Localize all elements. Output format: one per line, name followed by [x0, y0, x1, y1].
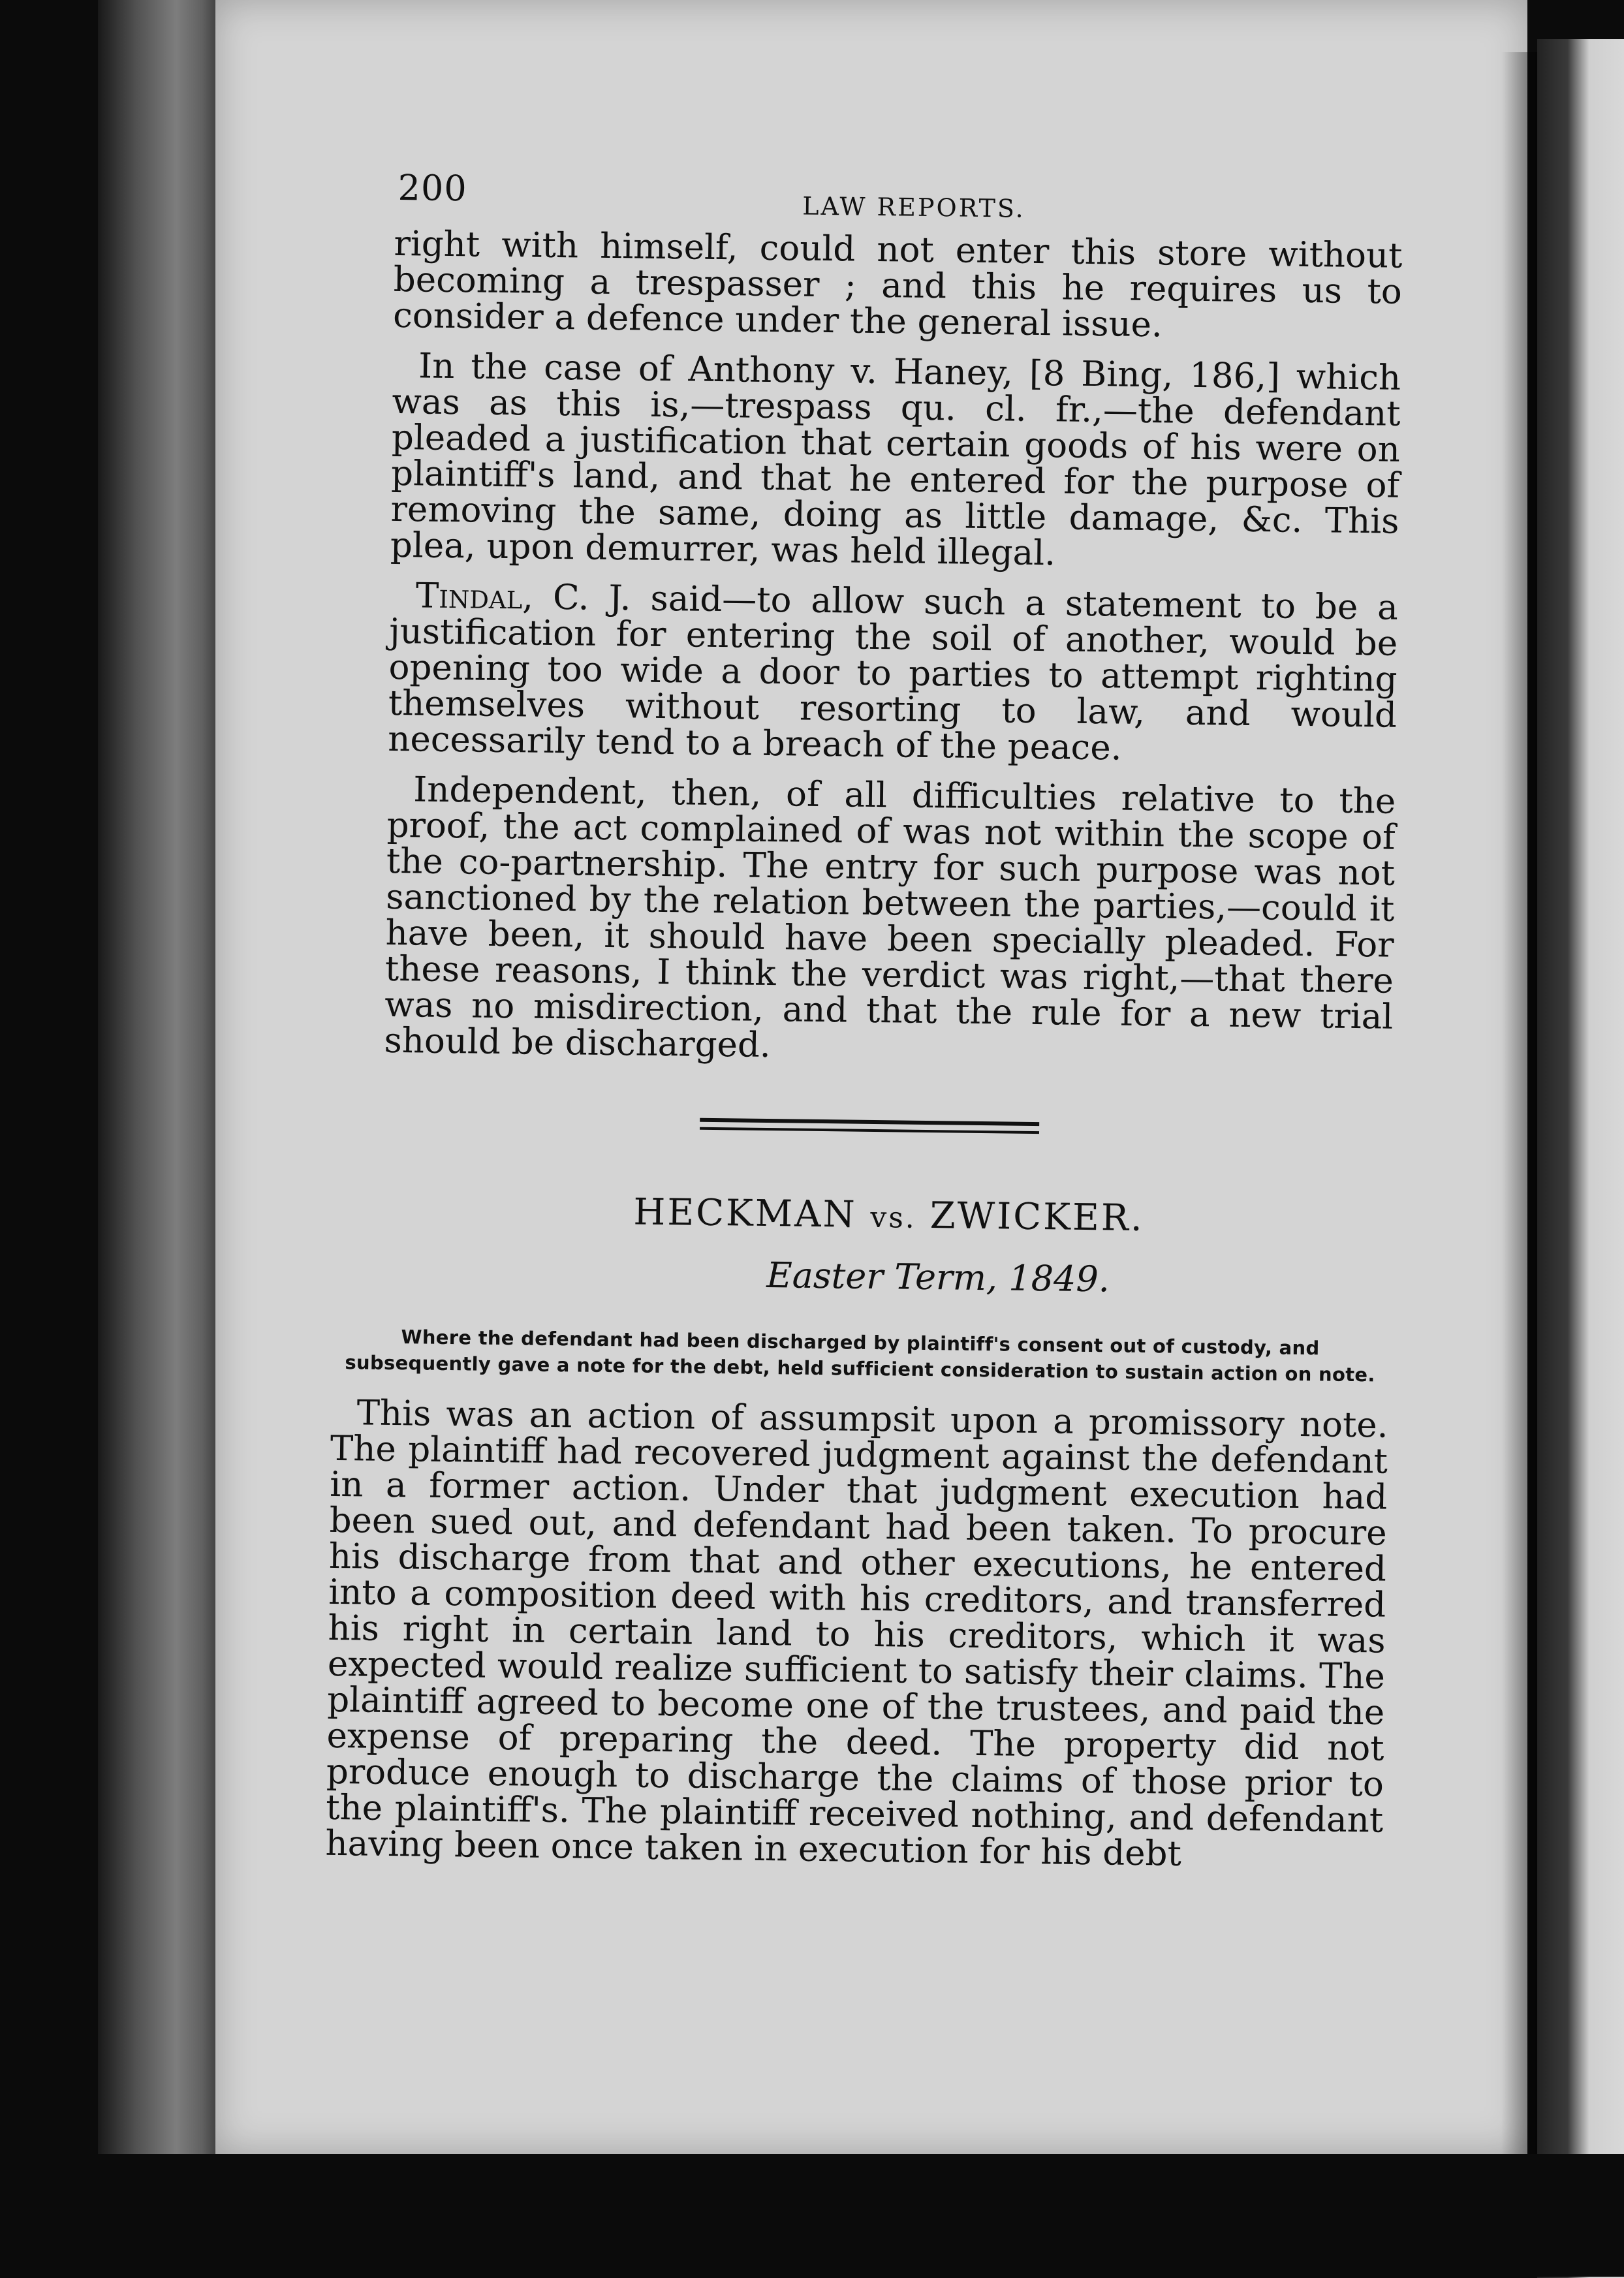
section-divider	[700, 1118, 1039, 1134]
case-plaintiff: HECKMAN	[633, 1191, 858, 1236]
book-left-edge	[98, 0, 228, 2154]
opinion-paragraph-3-text: said—to allow such a statement to be a justification for entering the soil of another, would be opening too wide a door to parties to attempt righting themselves without resorting to law, and would necessarily tend to a breach of the peace.	[387, 578, 1399, 768]
case-title	[333, 1187, 1411, 1243]
running-title: LAW REPORTS.	[802, 191, 1025, 223]
opinion-paragraph-2: In the case of Anthony v. Haney, [8 Bing, 186,] which was as this is,—trespass qu. cl. fr.,—the defendant pleaded a justification that certain goods of his were on plaintiff's land, and that he entered for the purpose of removing the same, doing as little damage, &c. This plea, upon demurrer, was held illegal.	[390, 346, 1401, 574]
opinion-paragraph-3	[339, 577, 1398, 770]
opinion-paragraph-1: right with himself, could not enter this store without becoming a trespasser ; and this he requires us to consider a defence under the general issue.	[392, 223, 1403, 345]
case-body-paragraph: This was an action of assumpsit upon a promissory note. The plaintiff had recovered judgment against the defendant in a former action. Under that judgment execution had been sued out, and defendant had been taken. To procure his discharge from that and other executions, he entered into a composition deed with his creditors, and transferred his right in certain land to his creditors, which it was expected would realize sufficient to satisfy their claims. The plaintiff agreed to become one of the trustees, and paid the expense of preparing the deed. The property did not produce enough to discharge the claims of those prior to the plaintiff's. The plaintiff received nothing, and defendant having been once taken in execution for his debt	[325, 1393, 1388, 1874]
page-number: 200	[398, 166, 468, 210]
opinion-paragraph-4: Independent, then, of all difficulties relative to the proof, the act complained of was not within the scope of the co-partnership. The entry for such purpose was not sanctioned by the relation between the parties,—could it have been, it should have been specially pleaded. For these reasons, I think the verdict was right,—that there was no misdirection, and that the rule for a new trial should be discharged.	[384, 770, 1396, 1066]
case-vs: vs.	[870, 1200, 917, 1235]
case-defendant: ZWICKER.	[929, 1194, 1145, 1240]
divider-thin-rule	[700, 1127, 1039, 1134]
facing-page-edge	[1537, 39, 1624, 2278]
page-content	[325, 166, 1423, 1889]
case-term: Easter Term, 1849.	[766, 1255, 1110, 1300]
case-headnote: Where the defendant had been discharged by plaintiff's consent out of custody, and subsequently gave a note for the debt, held sufficient consideration to sustain action on note.	[345, 1326, 1375, 1386]
judge-name: Tindal, C. J.	[415, 576, 631, 619]
divider-thick-rule	[700, 1118, 1039, 1126]
scan-background	[0, 2154, 1624, 2277]
